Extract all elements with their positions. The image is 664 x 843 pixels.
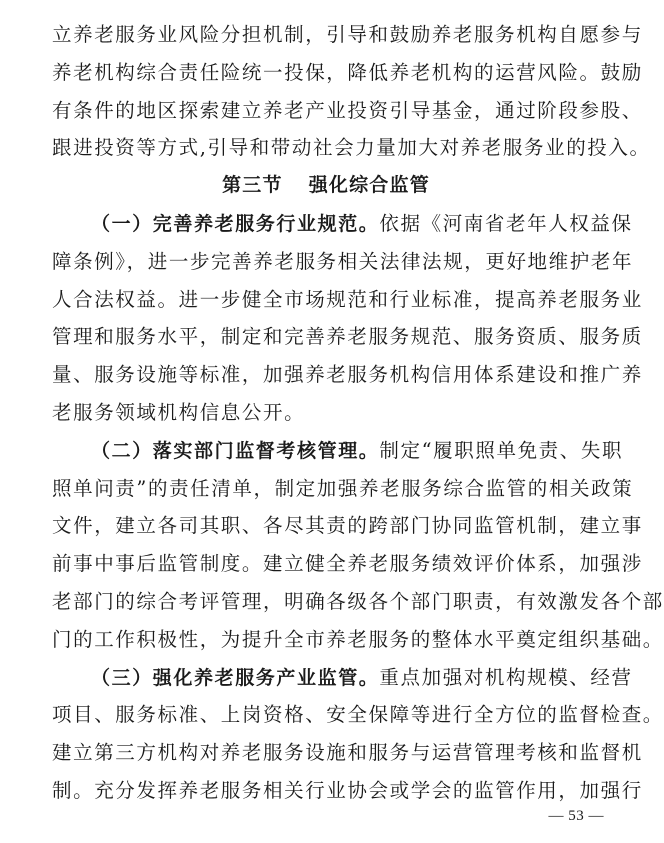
text-line: 老部门的综合考评管理，明确各级各个部门职责，有效激发各个部	[52, 589, 664, 613]
section-number: 第三节	[222, 174, 283, 197]
text-line: 跟进投资等方式,引导和带动社会力量加大对养老服务业的投入。	[52, 136, 651, 160]
text-line: 老服务领域机构信息公开。	[52, 400, 306, 424]
paragraph-industry-standards	[52, 205, 643, 432]
text-line: 文件，建立各司其职、各尽其责的跨部门协同监管机制，建立事	[52, 514, 643, 538]
text-run: 重点加强对机构规模、经营	[379, 665, 633, 689]
paragraph-industry-supervision	[52, 659, 664, 810]
document-page	[52, 16, 664, 810]
paragraph-funding	[52, 16, 651, 167]
text-run: 依据《河南省老年人权益保	[379, 211, 633, 235]
paragraph-first-line	[52, 205, 633, 243]
paragraph-lead: （一）完善养老服务行业规范。	[91, 212, 380, 235]
text-line: 项目、服务标准、上岗资格、安全保障等进行全方位的监督检查。	[52, 703, 664, 727]
text-line: 障条例》，进一步完善养老服务相关法律法规，更好地维护老年	[52, 249, 634, 273]
page-number: — 53 —	[548, 808, 604, 824]
text-line: 门的工作积极性，为提升全市养老服务的整体水平奠定组织基础。	[52, 627, 664, 651]
text-line: 照单问责”的责任清单，制定加强养老服务综合监管的相关政策	[52, 476, 634, 500]
text-line: 人合法权益。进一步健全市场规范和行业标准，提高养老服务业	[52, 287, 643, 311]
paragraph-first-line	[52, 659, 633, 697]
section-title: 强化综合监管	[308, 174, 430, 197]
text-line: 立养老服务业风险分担机制，引导和鼓励养老服务机构自愿参与	[52, 23, 643, 46]
paragraph-lead: （三）强化养老服务产业监管。	[91, 666, 380, 689]
text-line: 养老机构综合责任险统一投保，降低养老机构的运营风险。鼓励	[52, 60, 643, 84]
text-line: 前事中事后监管制度。建立健全养老服务绩效评价体系，加强涉	[52, 552, 643, 576]
text-run: 制定“履职照单免责、失职	[379, 438, 624, 462]
paragraph-first-line	[52, 432, 624, 470]
text-line: 制。充分发挥养老服务相关行业协会或学会的监管作用，加强行	[52, 778, 643, 802]
paragraph-lead: （二）落实部门监督考核管理。	[91, 439, 380, 462]
text-line: 管理和服务水平，制定和完善养老服务规范、服务资质、服务质	[52, 325, 643, 349]
section-heading	[52, 167, 600, 205]
paragraph-department-supervision	[52, 432, 664, 659]
text-line: 有条件的地区探索建立养老产业投资引导基金，通过阶段参股、	[52, 98, 643, 122]
text-line: 量、服务设施等标准，加强养老服务机构信用体系建设和推广养	[52, 363, 643, 387]
text-line: 建立第三方机构对养老服务设施和服务与运营管理考核和监督机	[52, 741, 643, 765]
